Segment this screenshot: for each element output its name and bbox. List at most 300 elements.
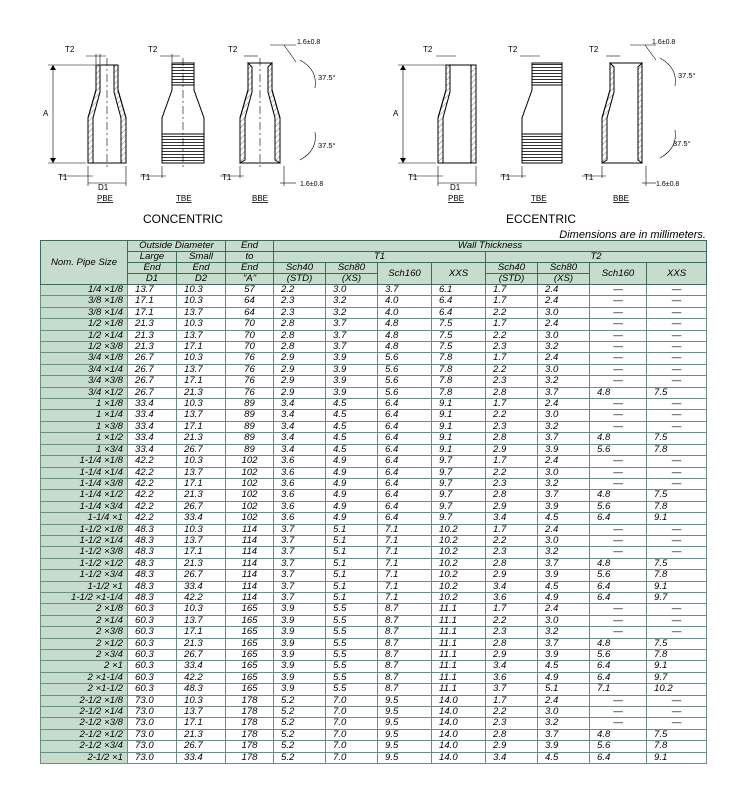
cell-t2-sch80: 2.4 — [538, 319, 590, 330]
header-t2-sch40: Sch40 — [486, 263, 538, 274]
cell-nom-pipe-size: 1-1/4 ×1/4 — [41, 467, 128, 478]
cell-t1-xxs: 14.0 — [432, 695, 486, 706]
cell-small-end-d2: 26.7 — [177, 444, 226, 455]
cell-t1-sch160: 8.7 — [378, 627, 432, 638]
t2-label: T2 — [65, 45, 75, 54]
cell-t1-xxs: 9.7 — [432, 467, 486, 478]
cell-large-end-d1: 73.0 — [128, 741, 177, 752]
cell-t2-xxs: — — [647, 285, 707, 296]
cell-t2-sch80: 3.7 — [538, 387, 590, 398]
cell-t1-sch40: 3.7 — [274, 535, 326, 546]
dimensions-table — [40, 240, 707, 764]
cell-t1-sch40: 2.9 — [274, 364, 326, 375]
cell-small-end-d2: 10.3 — [177, 399, 226, 410]
cell-t2-sch40: 2.3 — [486, 478, 538, 489]
cell-t2-xxs: 7.8 — [647, 501, 707, 512]
t1-label-tbe: T1 — [141, 173, 151, 182]
cell-t2-sch40: 2.8 — [486, 490, 538, 501]
t2-label-bbe: T2 — [228, 45, 238, 54]
cell-t1-xxs: 11.1 — [432, 684, 486, 695]
cell-t1-sch160: 5.6 — [378, 376, 432, 387]
cell-t2-sch40: 1.7 — [486, 456, 538, 467]
cell-end-to-end-a: 114 — [226, 592, 274, 603]
concentric-title: CONCENTRIC — [143, 212, 223, 226]
cell-large-end-d1: 17.1 — [128, 307, 177, 318]
cell-t2-sch160: 4.8 — [590, 490, 647, 501]
cell-t1-sch40: 3.7 — [274, 524, 326, 535]
cell-t2-xxs: — — [647, 296, 707, 307]
cell-t1-sch80: 7.0 — [326, 752, 378, 763]
cell-small-end-d2: 13.7 — [177, 707, 226, 718]
cell-nom-pipe-size: 1-1/2 ×3/8 — [41, 547, 128, 558]
cell-t1-sch160: 4.0 — [378, 307, 432, 318]
cell-t1-xxs: 9.7 — [432, 478, 486, 489]
cell-t1-sch80: 5.1 — [326, 535, 378, 546]
cell-end-to-end-a: 102 — [226, 490, 274, 501]
cell-t1-sch80: 5.5 — [326, 661, 378, 672]
header-nom-pipe-size: Nom. Pipe Size — [41, 241, 128, 285]
table-row — [41, 444, 707, 455]
cell-t2-sch80: 3.2 — [538, 376, 590, 387]
cell-large-end-d1: 60.3 — [128, 615, 177, 626]
cell-t1-sch80: 7.0 — [326, 707, 378, 718]
cell-t2-xxs: 7.5 — [647, 558, 707, 569]
cell-t1-xxs: 7.5 — [432, 342, 486, 353]
table-row — [41, 433, 707, 444]
header-end-3: End — [226, 263, 274, 274]
cell-t1-xxs: 14.0 — [432, 729, 486, 740]
reducer-diagram — [0, 0, 750, 232]
cell-t2-xxs: — — [647, 319, 707, 330]
cell-t1-sch40: 5.2 — [274, 741, 326, 752]
cell-small-end-d2: 10.3 — [177, 285, 226, 296]
cell-t2-xxs: 10.2 — [647, 684, 707, 695]
cell-t1-sch160: 8.7 — [378, 615, 432, 626]
cell-t1-xxs: 7.8 — [432, 353, 486, 364]
cell-t1-sch80: 3.9 — [326, 376, 378, 387]
cell-t1-sch80: 3.9 — [326, 353, 378, 364]
table-row — [41, 718, 707, 729]
cell-t1-sch160: 6.4 — [378, 456, 432, 467]
cell-end-to-end-a: 89 — [226, 421, 274, 432]
cell-t2-sch80: 3.9 — [538, 444, 590, 455]
t2-label-tbe: T2 — [148, 45, 158, 54]
cell-t2-sch160: 4.8 — [590, 558, 647, 569]
cell-large-end-d1: 13.7 — [128, 285, 177, 296]
cell-t1-sch40: 5.2 — [274, 707, 326, 718]
header-t2-std: (STD) — [486, 274, 538, 285]
header-t1-sch80: Sch80 — [326, 263, 378, 274]
cell-t2-sch160: — — [590, 707, 647, 718]
cell-t2-xxs: — — [647, 376, 707, 387]
cell-small-end-d2: 10.3 — [177, 524, 226, 535]
cell-t2-sch160: 6.4 — [590, 661, 647, 672]
cell-t1-xxs: 11.1 — [432, 627, 486, 638]
cell-nom-pipe-size: 3/4 ×1/8 — [41, 353, 128, 364]
cell-t1-sch40: 3.6 — [274, 478, 326, 489]
cell-large-end-d1: 21.3 — [128, 319, 177, 330]
cell-t2-sch160: — — [590, 467, 647, 478]
table-row — [41, 285, 707, 296]
tbe-label: TBE — [176, 194, 192, 203]
cell-t2-sch160: — — [590, 535, 647, 546]
header-t2-xs: (XS) — [538, 274, 590, 285]
d1-label: D1 — [98, 183, 109, 192]
cell-t1-sch80: 3.9 — [326, 364, 378, 375]
cell-t2-xxs: — — [647, 353, 707, 364]
bbe-label-ecc: BBE — [613, 194, 630, 203]
pbe-label: PBE — [97, 194, 114, 203]
cell-t2-sch80: 4.9 — [538, 672, 590, 683]
cell-t1-sch80: 5.1 — [326, 558, 378, 569]
cell-t2-sch160: 6.4 — [590, 581, 647, 592]
cell-nom-pipe-size: 2-1/2 ×3/4 — [41, 741, 128, 752]
cell-end-to-end-a: 165 — [226, 661, 274, 672]
cell-t2-sch160: 5.6 — [590, 501, 647, 512]
table-row — [41, 741, 707, 752]
cell-t2-sch160: 5.6 — [590, 741, 647, 752]
cell-t1-xxs: 14.0 — [432, 707, 486, 718]
cell-t1-sch80: 5.5 — [326, 627, 378, 638]
cell-small-end-d2: 10.3 — [177, 604, 226, 615]
cell-large-end-d1: 48.3 — [128, 524, 177, 535]
cell-t1-xxs: 11.1 — [432, 672, 486, 683]
cell-t1-sch40: 3.4 — [274, 421, 326, 432]
cell-t1-xxs: 10.2 — [432, 570, 486, 581]
cell-t1-xxs: 14.0 — [432, 752, 486, 763]
cell-t1-sch160: 3.7 — [378, 285, 432, 296]
cell-t1-sch40: 3.6 — [274, 501, 326, 512]
cell-t2-sch40: 1.7 — [486, 604, 538, 615]
cell-t2-sch80: 3.7 — [538, 638, 590, 649]
table-row — [41, 592, 707, 603]
header-t1: T1 — [274, 252, 486, 263]
cell-t1-sch80: 4.9 — [326, 501, 378, 512]
cell-large-end-d1: 48.3 — [128, 592, 177, 603]
cell-t2-xxs: 9.1 — [647, 581, 707, 592]
cell-t1-sch160: 6.4 — [378, 490, 432, 501]
header-small-1: Small — [177, 252, 226, 263]
cell-small-end-d2: 33.4 — [177, 581, 226, 592]
cell-t2-sch80: 3.7 — [538, 729, 590, 740]
cell-nom-pipe-size: 2 ×3/4 — [41, 650, 128, 661]
cell-end-to-end-a: 102 — [226, 478, 274, 489]
cell-nom-pipe-size: 1/2 ×3/8 — [41, 342, 128, 353]
cell-small-end-d2: 10.3 — [177, 695, 226, 706]
cell-t2-sch80: 3.2 — [538, 547, 590, 558]
table-row — [41, 672, 707, 683]
cell-t2-sch160: 6.4 — [590, 592, 647, 603]
cell-t2-sch160: — — [590, 319, 647, 330]
table-row — [41, 513, 707, 524]
cell-end-to-end-a: 114 — [226, 570, 274, 581]
cell-t1-xxs: 7.8 — [432, 376, 486, 387]
cell-end-to-end-a: 89 — [226, 410, 274, 421]
cell-nom-pipe-size: 2-1/2 ×1/8 — [41, 695, 128, 706]
cell-t2-sch80: 3.9 — [538, 650, 590, 661]
eccentric-title: ECCENTRIC — [506, 212, 577, 226]
cell-t1-sch80: 4.5 — [326, 410, 378, 421]
cell-nom-pipe-size: 2-1/2 ×3/8 — [41, 718, 128, 729]
cell-t1-sch40: 3.9 — [274, 661, 326, 672]
cell-t2-sch40: 2.8 — [486, 433, 538, 444]
cell-t2-sch40: 2.2 — [486, 410, 538, 421]
cell-t1-sch80: 3.9 — [326, 387, 378, 398]
cell-t1-sch40: 3.4 — [274, 444, 326, 455]
cell-t2-sch80: 3.9 — [538, 741, 590, 752]
cell-nom-pipe-size: 1-1/4 ×3/4 — [41, 501, 128, 512]
cell-t2-sch160: 5.6 — [590, 570, 647, 581]
cell-t2-sch80: 2.4 — [538, 524, 590, 535]
cell-t2-sch160: 6.4 — [590, 672, 647, 683]
cell-t2-sch40: 3.4 — [486, 752, 538, 763]
cell-t1-sch160: 8.7 — [378, 638, 432, 649]
cell-t1-sch160: 7.1 — [378, 558, 432, 569]
cell-t2-sch40: 3.4 — [486, 513, 538, 524]
cell-t1-sch160: 8.7 — [378, 684, 432, 695]
cell-t1-sch160: 6.4 — [378, 513, 432, 524]
table-row — [41, 570, 707, 581]
cell-small-end-d2: 33.4 — [177, 752, 226, 763]
cell-t1-sch40: 2.9 — [274, 387, 326, 398]
cell-t1-xxs: 10.2 — [432, 535, 486, 546]
d1-label-ecc: D1 — [450, 183, 461, 192]
cell-t2-sch40: 2.2 — [486, 535, 538, 546]
cell-t2-xxs: — — [647, 478, 707, 489]
cell-nom-pipe-size: 1-1/2 ×1-1/4 — [41, 592, 128, 603]
table-row — [41, 478, 707, 489]
table-row — [41, 342, 707, 353]
cell-t2-sch40: 3.6 — [486, 672, 538, 683]
cell-nom-pipe-size: 2-1/2 ×1/4 — [41, 707, 128, 718]
cell-t1-sch40: 2.2 — [274, 285, 326, 296]
table-row — [41, 604, 707, 615]
cell-t2-sch160: 6.4 — [590, 513, 647, 524]
cell-large-end-d1: 33.4 — [128, 399, 177, 410]
header-t2-sch160: Sch160 — [590, 263, 647, 285]
cell-t2-sch160: — — [590, 456, 647, 467]
cell-t2-sch80: 4.5 — [538, 752, 590, 763]
bevel-land-top-ecc: 1.6±0.8 — [652, 39, 676, 46]
cell-large-end-d1: 26.7 — [128, 376, 177, 387]
cell-t2-sch40: 2.2 — [486, 615, 538, 626]
cell-t1-xxs: 11.1 — [432, 638, 486, 649]
table-row — [41, 364, 707, 375]
cell-t1-sch40: 3.4 — [274, 433, 326, 444]
cell-t1-sch160: 8.7 — [378, 650, 432, 661]
cell-t1-sch40: 3.6 — [274, 513, 326, 524]
cell-t1-sch160: 7.1 — [378, 547, 432, 558]
cell-t2-xxs: — — [647, 330, 707, 341]
cell-end-to-end-a: 165 — [226, 604, 274, 615]
cell-t2-sch80: 2.4 — [538, 604, 590, 615]
cell-t1-sch80: 3.2 — [326, 296, 378, 307]
cell-t1-xxs: 9.1 — [432, 433, 486, 444]
cell-large-end-d1: 60.3 — [128, 604, 177, 615]
cell-end-to-end-a: 70 — [226, 330, 274, 341]
cell-t2-sch80: 3.7 — [538, 558, 590, 569]
cell-t2-sch160: — — [590, 364, 647, 375]
cell-t1-xxs: 6.4 — [432, 296, 486, 307]
concentric-pbe-drawing — [48, 54, 126, 186]
cell-t2-sch80: 2.4 — [538, 399, 590, 410]
cell-t1-xxs: 9.7 — [432, 501, 486, 512]
cell-large-end-d1: 73.0 — [128, 707, 177, 718]
cell-t1-sch80: 5.1 — [326, 524, 378, 535]
table-row — [41, 729, 707, 740]
cell-t2-sch40: 2.9 — [486, 444, 538, 455]
cell-nom-pipe-size: 1 ×3/4 — [41, 444, 128, 455]
cell-t2-sch40: 1.7 — [486, 319, 538, 330]
cell-end-to-end-a: 165 — [226, 615, 274, 626]
cell-t1-sch40: 3.4 — [274, 399, 326, 410]
table-row — [41, 410, 707, 421]
header-end-2: to — [226, 252, 274, 263]
cell-t2-sch160: — — [590, 615, 647, 626]
cell-t1-sch80: 4.5 — [326, 444, 378, 455]
cell-t2-sch80: 4.5 — [538, 513, 590, 524]
cell-t1-sch160: 4.8 — [378, 330, 432, 341]
cell-large-end-d1: 26.7 — [128, 364, 177, 375]
cell-t2-sch160: 4.8 — [590, 387, 647, 398]
t1-label-bbe: T1 — [222, 173, 232, 182]
cell-nom-pipe-size: 1-1/2 ×3/4 — [41, 570, 128, 581]
cell-small-end-d2: 21.3 — [177, 558, 226, 569]
cell-t1-xxs: 9.1 — [432, 399, 486, 410]
cell-t1-sch40: 2.8 — [274, 342, 326, 353]
cell-nom-pipe-size: 3/8 ×1/4 — [41, 307, 128, 318]
cell-t1-sch160: 6.4 — [378, 467, 432, 478]
cell-t1-sch80: 7.0 — [326, 741, 378, 752]
cell-t2-sch160: — — [590, 718, 647, 729]
cell-t2-xxs: — — [647, 467, 707, 478]
cell-nom-pipe-size: 1-1/4 ×1 — [41, 513, 128, 524]
cell-t1-sch40: 2.9 — [274, 353, 326, 364]
cell-t2-xxs: 7.5 — [647, 729, 707, 740]
cell-small-end-d2: 26.7 — [177, 501, 226, 512]
cell-t1-sch160: 9.5 — [378, 707, 432, 718]
cell-nom-pipe-size: 2-1/2 ×1 — [41, 752, 128, 763]
cell-end-to-end-a: 76 — [226, 376, 274, 387]
cell-t1-sch160: 5.6 — [378, 364, 432, 375]
cell-t2-sch160: — — [590, 604, 647, 615]
cell-t1-sch40: 2.3 — [274, 307, 326, 318]
cell-t2-sch160: 6.4 — [590, 752, 647, 763]
cell-t2-xxs: 9.1 — [647, 661, 707, 672]
cell-end-to-end-a: 114 — [226, 558, 274, 569]
cell-t2-sch40: 2.2 — [486, 364, 538, 375]
bevel-land-bottom-ecc: 1.6±0.8 — [656, 181, 680, 188]
cell-t1-sch160: 6.4 — [378, 478, 432, 489]
cell-t2-sch160: — — [590, 695, 647, 706]
cell-t2-xxs: — — [647, 615, 707, 626]
cell-end-to-end-a: 70 — [226, 319, 274, 330]
cell-t1-xxs: 14.0 — [432, 741, 486, 752]
header-t1-sch40: Sch40 — [274, 263, 326, 274]
table-row — [41, 330, 707, 341]
cell-t2-sch80: 3.0 — [538, 707, 590, 718]
cell-t1-sch160: 6.4 — [378, 433, 432, 444]
cell-t1-sch40: 5.2 — [274, 718, 326, 729]
cell-nom-pipe-size: 3/4 ×1/4 — [41, 364, 128, 375]
cell-t2-sch40: 2.8 — [486, 638, 538, 649]
cell-t1-sch160: 4.0 — [378, 296, 432, 307]
cell-small-end-d2: 48.3 — [177, 684, 226, 695]
cell-large-end-d1: 73.0 — [128, 695, 177, 706]
cell-t1-xxs: 10.2 — [432, 581, 486, 592]
header-small-2: End — [177, 263, 226, 274]
cell-t2-sch160: — — [590, 285, 647, 296]
cell-small-end-d2: 13.7 — [177, 535, 226, 546]
cell-t1-sch40: 5.2 — [274, 752, 326, 763]
cell-t1-xxs: 7.8 — [432, 387, 486, 398]
cell-t1-sch40: 3.7 — [274, 570, 326, 581]
cell-t2-sch40: 2.2 — [486, 307, 538, 318]
cell-t1-sch40: 5.2 — [274, 695, 326, 706]
table-row — [41, 707, 707, 718]
cell-t2-sch40: 1.7 — [486, 296, 538, 307]
cell-t1-xxs: 11.1 — [432, 650, 486, 661]
cell-t1-sch160: 5.6 — [378, 353, 432, 364]
cell-end-to-end-a: 102 — [226, 456, 274, 467]
cell-t1-sch40: 3.6 — [274, 490, 326, 501]
cell-t2-sch40: 2.3 — [486, 547, 538, 558]
cell-t1-sch40: 3.9 — [274, 627, 326, 638]
cell-t1-sch40: 3.7 — [274, 581, 326, 592]
cell-t1-sch80: 4.5 — [326, 399, 378, 410]
cell-t2-xxs: 7.5 — [647, 490, 707, 501]
cell-nom-pipe-size: 1-1/2 ×1/2 — [41, 558, 128, 569]
cell-large-end-d1: 60.3 — [128, 638, 177, 649]
cell-large-end-d1: 26.7 — [128, 387, 177, 398]
cell-t2-sch80: 3.9 — [538, 501, 590, 512]
concentric-bbe-drawing — [220, 45, 315, 186]
cell-t1-sch160: 9.5 — [378, 729, 432, 740]
cell-t1-sch80: 3.0 — [326, 285, 378, 296]
cell-t1-sch160: 6.4 — [378, 410, 432, 421]
cell-t1-sch40: 3.7 — [274, 547, 326, 558]
cell-nom-pipe-size: 1/2 ×1/8 — [41, 319, 128, 330]
cell-end-to-end-a: 178 — [226, 729, 274, 740]
cell-small-end-d2: 26.7 — [177, 570, 226, 581]
cell-t1-sch160: 6.4 — [378, 421, 432, 432]
cell-t1-sch80: 5.1 — [326, 547, 378, 558]
table-row — [41, 661, 707, 672]
cell-t2-sch40: 2.2 — [486, 330, 538, 341]
cell-large-end-d1: 73.0 — [128, 718, 177, 729]
cell-end-to-end-a: 102 — [226, 513, 274, 524]
cell-t1-sch80: 7.0 — [326, 718, 378, 729]
cell-t1-xxs: 10.2 — [432, 558, 486, 569]
table-row — [41, 615, 707, 626]
cell-t2-xxs: — — [647, 535, 707, 546]
cell-t2-sch80: 2.4 — [538, 695, 590, 706]
cell-small-end-d2: 17.1 — [177, 478, 226, 489]
cell-t2-sch160: — — [590, 627, 647, 638]
cell-t2-sch80: 3.0 — [538, 615, 590, 626]
header-large-2: End — [128, 263, 177, 274]
cell-end-to-end-a: 178 — [226, 707, 274, 718]
table-row — [41, 353, 707, 364]
cell-t2-sch40: 2.8 — [486, 729, 538, 740]
cell-end-to-end-a: 76 — [226, 353, 274, 364]
cell-nom-pipe-size: 2 ×1/8 — [41, 604, 128, 615]
cell-large-end-d1: 60.3 — [128, 672, 177, 683]
table-row — [41, 387, 707, 398]
table-row — [41, 490, 707, 501]
cell-t1-xxs: 9.1 — [432, 421, 486, 432]
header-t1-xxs: XXS — [432, 263, 486, 285]
